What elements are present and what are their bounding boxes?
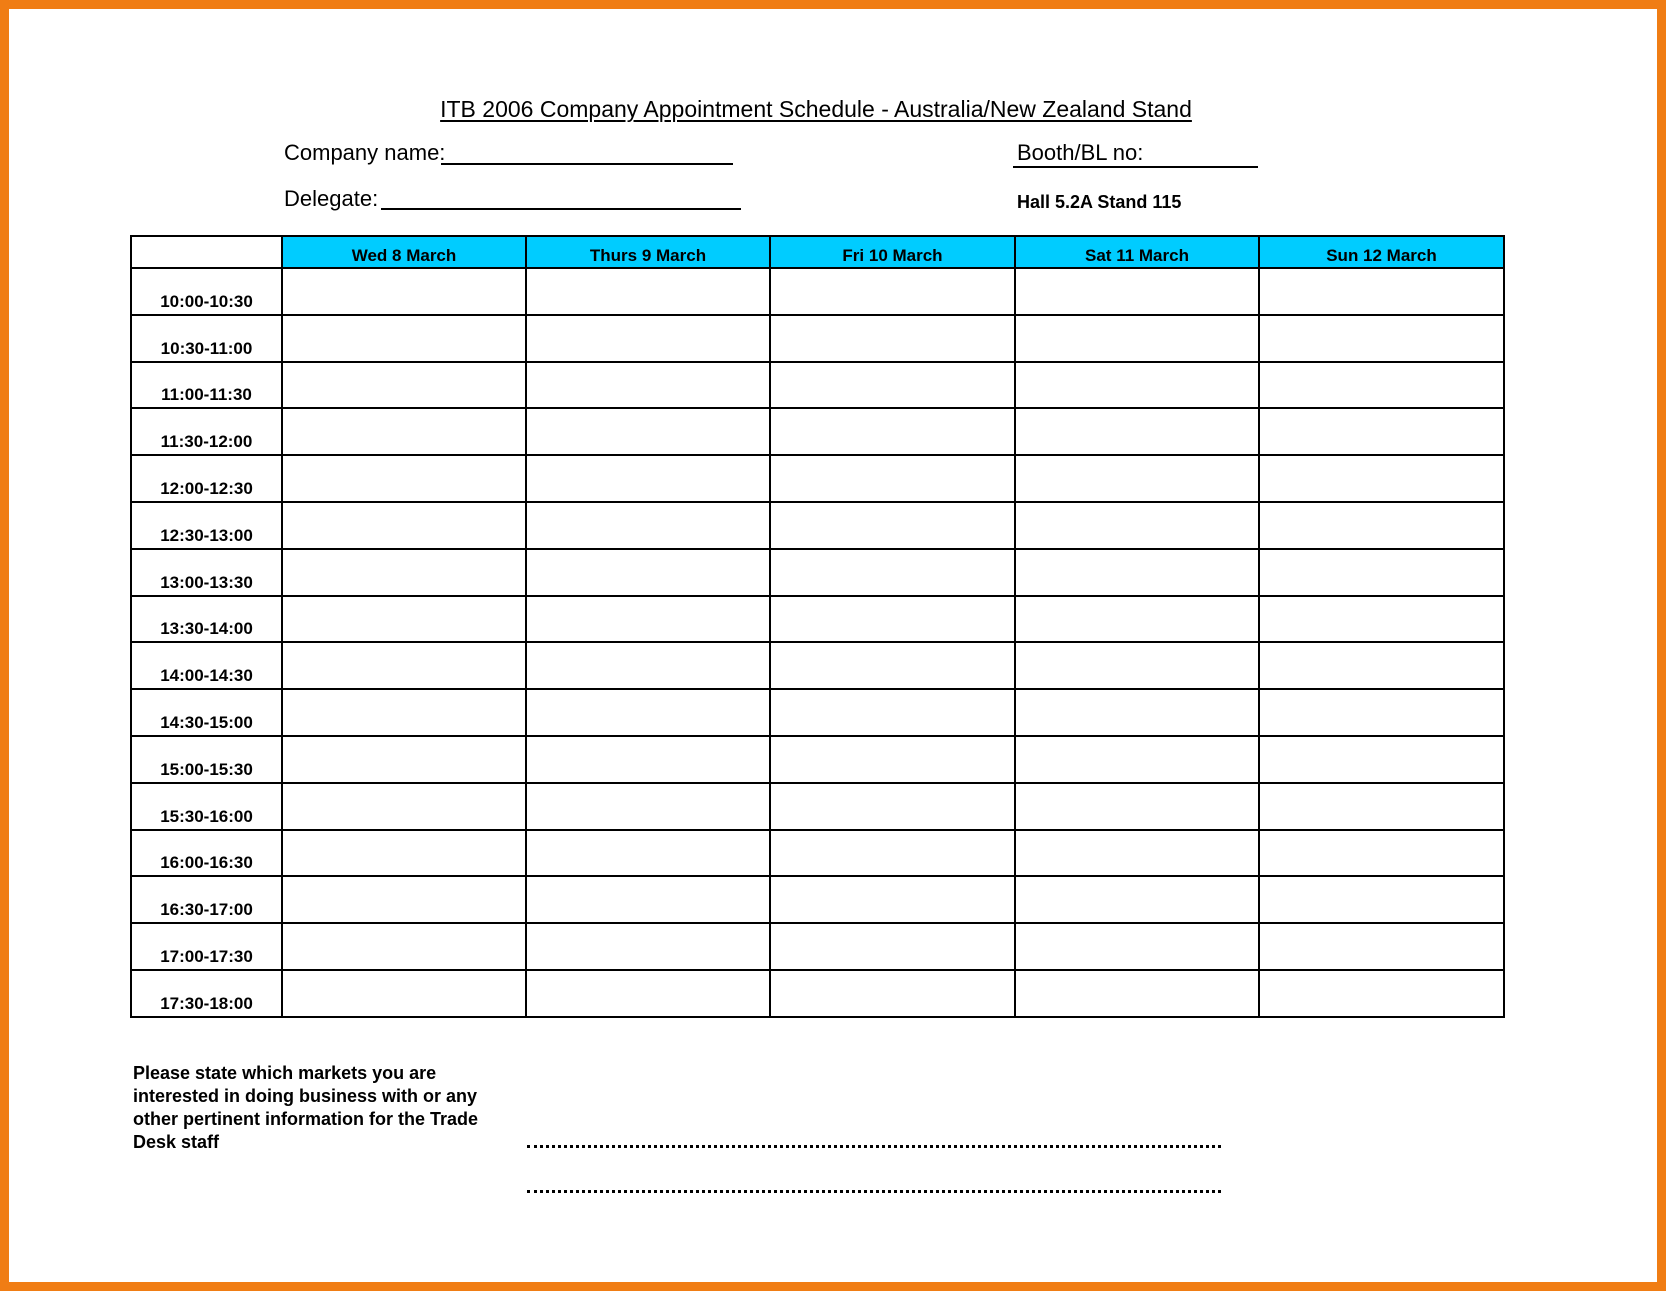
appointment-cell[interactable] [1015, 549, 1259, 596]
day-header: Thurs 9 March [526, 236, 770, 268]
time-slot-label: 10:00-10:30 [131, 268, 282, 315]
table-row [131, 642, 1504, 689]
appointment-cell[interactable] [770, 596, 1015, 643]
appointment-cell[interactable] [1259, 596, 1504, 643]
table-row [131, 923, 1504, 970]
appointment-cell[interactable] [1015, 970, 1259, 1017]
table-row [131, 596, 1504, 643]
response-line-1[interactable] [527, 1145, 1221, 1148]
appointment-cell[interactable] [282, 689, 526, 736]
appointment-cell[interactable] [1015, 923, 1259, 970]
appointment-cell[interactable] [282, 923, 526, 970]
table-row [131, 549, 1504, 596]
appointment-cell[interactable] [526, 923, 770, 970]
booth-label: Booth/BL no: [1017, 140, 1144, 165]
table-row [131, 876, 1504, 923]
appointment-cell[interactable] [526, 736, 770, 783]
time-slot-label: 12:00-12:30 [131, 455, 282, 502]
appointment-cell[interactable] [1015, 455, 1259, 502]
appointment-cell[interactable] [1259, 268, 1504, 315]
schedule-table [130, 235, 1505, 1018]
appointment-cell[interactable] [770, 783, 1015, 830]
appointment-cell[interactable] [1259, 315, 1504, 362]
appointment-cell[interactable] [282, 830, 526, 877]
appointment-cell[interactable] [1015, 362, 1259, 409]
corner-cell [131, 236, 282, 268]
appointment-cell[interactable] [282, 783, 526, 830]
appointment-cell[interactable] [1259, 783, 1504, 830]
response-line-2[interactable] [527, 1190, 1221, 1193]
appointment-cell[interactable] [526, 783, 770, 830]
table-row [131, 689, 1504, 736]
appointment-cell[interactable] [770, 830, 1015, 877]
table-row [131, 315, 1504, 362]
day-header: Sun 12 March [1259, 236, 1504, 268]
time-slot-label: 17:30-18:00 [131, 970, 282, 1017]
appointment-cell[interactable] [526, 455, 770, 502]
appointment-cell[interactable] [1015, 689, 1259, 736]
hall-info: Hall 5.2A Stand 115 [1017, 192, 1182, 212]
time-slot-label: 14:00-14:30 [131, 642, 282, 689]
appointment-cell[interactable] [1015, 642, 1259, 689]
appointment-cell[interactable] [770, 362, 1015, 409]
appointment-cell[interactable] [526, 362, 770, 409]
day-header: Wed 8 March [282, 236, 526, 268]
appointment-cell[interactable] [770, 642, 1015, 689]
time-slot-label: 17:00-17:30 [131, 923, 282, 970]
appointment-cell[interactable] [282, 596, 526, 643]
appointment-cell[interactable] [770, 970, 1015, 1017]
table-row [131, 455, 1504, 502]
appointment-cell[interactable] [1259, 689, 1504, 736]
appointment-cell[interactable] [526, 642, 770, 689]
appointment-cell[interactable] [282, 362, 526, 409]
appointment-cell[interactable] [1015, 876, 1259, 923]
company-name-line[interactable] [441, 163, 733, 165]
appointment-cell[interactable] [770, 268, 1015, 315]
appointment-cell[interactable] [1015, 315, 1259, 362]
table-row [131, 783, 1504, 830]
table-row [131, 268, 1504, 315]
day-header: Sat 11 March [1015, 236, 1259, 268]
appointment-cell[interactable] [1259, 408, 1504, 455]
appointment-cell[interactable] [526, 830, 770, 877]
appointment-cell[interactable] [770, 876, 1015, 923]
appointment-cell[interactable] [1015, 408, 1259, 455]
time-slot-label: 16:00-16:30 [131, 830, 282, 877]
time-slot-label: 14:30-15:00 [131, 689, 282, 736]
appointment-cell[interactable] [1015, 736, 1259, 783]
appointment-cell[interactable] [1259, 923, 1504, 970]
appointment-cell[interactable] [1015, 596, 1259, 643]
appointment-cell[interactable] [526, 502, 770, 549]
time-slot-label: 13:30-14:00 [131, 596, 282, 643]
booth-line[interactable] [1013, 166, 1258, 168]
time-slot-label: 12:30-13:00 [131, 502, 282, 549]
table-row [131, 830, 1504, 877]
appointment-cell[interactable] [1015, 783, 1259, 830]
appointment-cell[interactable] [526, 408, 770, 455]
time-slot-label: 15:30-16:00 [131, 783, 282, 830]
page-title [9, 95, 1623, 123]
appointment-cell[interactable] [282, 315, 526, 362]
appointment-cell[interactable] [1015, 830, 1259, 877]
appointment-cell[interactable] [282, 408, 526, 455]
table-row [131, 970, 1504, 1017]
appointment-cell[interactable] [1259, 830, 1504, 877]
schedule-body [131, 268, 1504, 1017]
appointment-cell[interactable] [1259, 876, 1504, 923]
appointment-cell[interactable] [770, 502, 1015, 549]
time-slot-label: 11:00-11:30 [131, 362, 282, 409]
appointment-cell[interactable] [526, 689, 770, 736]
time-slot-label: 11:30-12:00 [131, 408, 282, 455]
appointment-cell[interactable] [770, 549, 1015, 596]
title-text: ITB 2006 Company Appointment Schedule - Australia/New Zealand Stand [440, 96, 1192, 122]
company-name-label: Company name: [284, 140, 446, 165]
appointment-cell[interactable] [770, 736, 1015, 783]
appointment-cell[interactable] [282, 549, 526, 596]
appointment-cell[interactable] [282, 642, 526, 689]
appointment-cell[interactable] [282, 876, 526, 923]
appointment-cell[interactable] [526, 315, 770, 362]
appointment-cell[interactable] [1259, 970, 1504, 1017]
appointment-cell[interactable] [282, 268, 526, 315]
appointment-cell[interactable] [282, 455, 526, 502]
appointment-cell[interactable] [1259, 362, 1504, 409]
appointment-cell[interactable] [770, 315, 1015, 362]
appointment-cell[interactable] [526, 596, 770, 643]
appointment-cell[interactable] [526, 268, 770, 315]
schedule-grid [130, 235, 1505, 1018]
table-row [131, 408, 1504, 455]
appointment-cell[interactable] [1259, 502, 1504, 549]
footer-instructions: Please state which markets you are interested in doing business with or any other pertinent information for the Trade Desk staff [133, 1063, 479, 1152]
appointment-cell[interactable] [1259, 642, 1504, 689]
appointment-cell[interactable] [770, 455, 1015, 502]
appointment-cell[interactable] [770, 923, 1015, 970]
header-row [131, 236, 1504, 268]
appointment-cell[interactable] [1259, 549, 1504, 596]
delegate-label: Delegate: [284, 186, 379, 211]
appointment-cell[interactable] [1015, 502, 1259, 549]
appointment-cell[interactable] [282, 970, 526, 1017]
table-row [131, 502, 1504, 549]
appointment-cell[interactable] [1259, 736, 1504, 783]
time-slot-label: 13:00-13:30 [131, 549, 282, 596]
time-slot-label: 15:00-15:30 [131, 736, 282, 783]
appointment-cell[interactable] [526, 549, 770, 596]
appointment-cell[interactable] [770, 408, 1015, 455]
appointment-cell[interactable] [526, 876, 770, 923]
appointment-cell[interactable] [1015, 268, 1259, 315]
delegate-line[interactable] [381, 208, 741, 210]
time-slot-label: 10:30-11:00 [131, 315, 282, 362]
appointment-cell[interactable] [770, 689, 1015, 736]
time-slot-label: 16:30-17:00 [131, 876, 282, 923]
appointment-cell[interactable] [282, 736, 526, 783]
day-header: Fri 10 March [770, 236, 1015, 268]
appointment-cell[interactable] [1259, 455, 1504, 502]
table-row [131, 362, 1504, 409]
appointment-cell[interactable] [282, 502, 526, 549]
table-row [131, 736, 1504, 783]
appointment-cell[interactable] [526, 970, 770, 1017]
